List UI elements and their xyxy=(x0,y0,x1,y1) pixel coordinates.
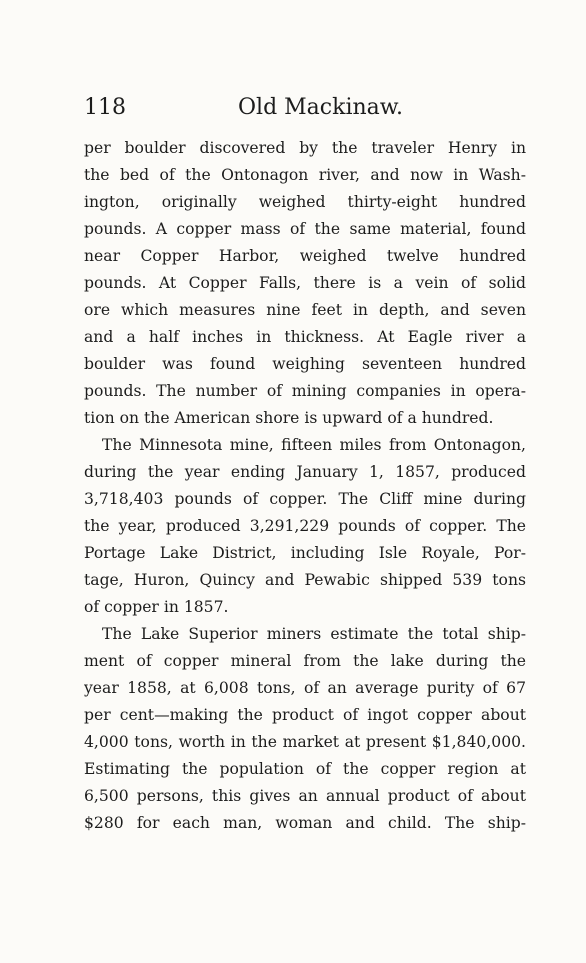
text-line: near Copper Harbor, weighed twelve hundred xyxy=(84,247,526,265)
page-number: 118 xyxy=(84,95,126,120)
text-line: The Lake Superior miners estimate the total ship- xyxy=(102,625,526,643)
text-line: the bed of the Ontonagon river, and now in Wash- xyxy=(84,166,526,184)
text-line: tion on the American shore is upward of a hundred. xyxy=(84,409,494,427)
body-text xyxy=(84,135,526,837)
running-title: Old Mackinaw. xyxy=(238,95,403,120)
text-line: and a half inches in thickness. At Eagle river a xyxy=(84,328,526,346)
text-line: 4,000 tons, worth in the market at present $1,840,000. xyxy=(84,733,526,751)
text-line: ment of copper mineral from the lake during the xyxy=(84,652,526,670)
text-line: per cent—making the product of ingot copper about xyxy=(84,706,526,724)
text-line: boulder was found weighing seventeen hundred xyxy=(84,355,526,373)
text-line: ington, originally weighed thirty-eight hundred xyxy=(84,193,526,211)
text-line: pounds. The number of mining companies in opera- xyxy=(84,382,526,400)
running-head xyxy=(84,93,526,123)
text-line: year 1858, at 6,008 tons, of an average purity of 67 xyxy=(84,679,526,697)
text-line: per boulder discovered by the traveler Henry in xyxy=(84,139,526,157)
text-line: The Minnesota mine, fifteen miles from Ontonagon, xyxy=(102,436,526,454)
text-line: the year, produced 3,291,229 pounds of copper. The xyxy=(84,517,526,535)
text-line: 6,500 persons, this gives an annual product of about xyxy=(84,787,526,805)
text-line: Estimating the population of the copper region at xyxy=(84,760,526,778)
text-line: tage, Huron, Quincy and Pewabic shipped 539 tons xyxy=(84,571,526,589)
text-line: pounds. At Copper Falls, there is a vein of solid xyxy=(84,274,526,292)
text-line: 3,718,403 pounds of copper. The Cliff mine during xyxy=(84,490,526,508)
text-line: ore which measures nine feet in depth, and seven xyxy=(84,301,526,319)
text-line: Portage Lake District, including Isle Royale, Por- xyxy=(84,544,526,562)
text-line: pounds. A copper mass of the same material, found xyxy=(84,220,526,238)
text-line: during the year ending January 1, 1857, produced xyxy=(84,463,526,481)
text-line: of copper in 1857. xyxy=(84,598,229,616)
text-line: $280 for each man, woman and child. The ship- xyxy=(84,814,526,832)
